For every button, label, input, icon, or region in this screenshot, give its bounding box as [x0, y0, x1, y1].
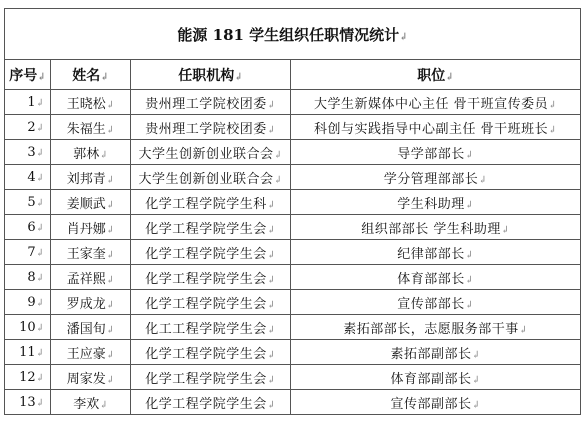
cell-index: 8↲ — [5, 265, 51, 290]
table-row — [5, 140, 581, 165]
cell-name: 王应豪↲ — [51, 340, 131, 365]
cell-organization: 化学工程学院学生会↲ — [131, 215, 291, 240]
cell-position: 组织部部长 学生科助理↲ — [291, 215, 581, 240]
cell-organization: 化学工程学院学生科↲ — [131, 190, 291, 215]
cell-name: 王晓松↲ — [51, 90, 131, 115]
cell-index: 4↲ — [5, 165, 51, 190]
cell-organization: 化学工程学院学生会↲ — [131, 390, 291, 415]
table-row — [5, 115, 581, 140]
title-row — [5, 9, 581, 60]
cell-name: 周家发↲ — [51, 365, 131, 390]
statistics-table — [4, 8, 581, 415]
table-row — [5, 365, 581, 390]
cell-index: 3↲ — [5, 140, 51, 165]
cell-organization: 化学工程学院学生会↲ — [131, 290, 291, 315]
cell-index: 11↲ — [5, 340, 51, 365]
table-title: 能源 181 学生组织任职情况统计↲ — [5, 9, 581, 60]
cell-name: 郭林↲ — [51, 140, 131, 165]
cell-organization: 化学工程学院学生会↲ — [131, 340, 291, 365]
cell-index: 2↲ — [5, 115, 51, 140]
cell-organization: 化学工程学院学生会↲ — [131, 265, 291, 290]
cell-name: 肖丹娜↲ — [51, 215, 131, 240]
cell-name: 罗成龙↲ — [51, 290, 131, 315]
cell-position: 素拓部部长，志愿服务部干事↲ — [291, 315, 581, 340]
cell-index: 1↲ — [5, 90, 51, 115]
cell-organization: 贵州理工学院校团委↲ — [131, 90, 291, 115]
cell-position: 科创与实践指导中心副主任 骨干班班长↲ — [291, 115, 581, 140]
cell-organization: 贵州理工学院校团委↲ — [131, 115, 291, 140]
col-header-organization: 任职机构↲ — [131, 60, 291, 90]
cell-index: 5↲ — [5, 190, 51, 215]
col-header-position: 职位↲ — [291, 60, 581, 90]
cell-name: 朱福生↲ — [51, 115, 131, 140]
cell-organization: 化工工程学院学生会↲ — [131, 315, 291, 340]
cell-organization: 化学工程学院学生会↲ — [131, 365, 291, 390]
cell-index: 6↲ — [5, 215, 51, 240]
table-row — [5, 340, 581, 365]
cell-position: 体育部部长↲ — [291, 265, 581, 290]
cell-name: 孟祥熙↲ — [51, 265, 131, 290]
cell-index: 13↲ — [5, 390, 51, 415]
header-row — [5, 60, 581, 90]
cell-name: 王家奎↲ — [51, 240, 131, 265]
cell-position: 纪律部部长↲ — [291, 240, 581, 265]
table-row — [5, 290, 581, 315]
cell-index: 10↲ — [5, 315, 51, 340]
table-row — [5, 90, 581, 115]
cell-name: 潘国旬↲ — [51, 315, 131, 340]
cell-organization: 大学生创新创业联合会↲ — [131, 165, 291, 190]
cell-index: 12↲ — [5, 365, 51, 390]
cell-position: 学分管理部部长↲ — [291, 165, 581, 190]
cell-name: 刘邦青↲ — [51, 165, 131, 190]
cell-position: 学生科助理↲ — [291, 190, 581, 215]
table-row — [5, 240, 581, 265]
cell-position: 素拓部副部长↲ — [291, 340, 581, 365]
table-row — [5, 390, 581, 415]
col-header-name: 姓名↲ — [51, 60, 131, 90]
cell-name: 姜顺武↲ — [51, 190, 131, 215]
cell-position: 体育部副部长↲ — [291, 365, 581, 390]
cell-position: 宣传部副部长↲ — [291, 390, 581, 415]
col-header-index: 序号↲ — [5, 60, 51, 90]
table-row — [5, 165, 581, 190]
cell-organization: 大学生创新创业联合会↲ — [131, 140, 291, 165]
table-row — [5, 190, 581, 215]
table-row — [5, 265, 581, 290]
cell-name: 李欢↲ — [51, 390, 131, 415]
cell-position: 导学部部长↲ — [291, 140, 581, 165]
cell-index: 7↲ — [5, 240, 51, 265]
table-row — [5, 315, 581, 340]
cell-index: 9↲ — [5, 290, 51, 315]
cell-position: 大学生新媒体中心主任 骨干班宣传委员↲ — [291, 90, 581, 115]
cell-organization: 化学工程学院学生会↲ — [131, 240, 291, 265]
cell-position: 宣传部部长↲ — [291, 290, 581, 315]
table-row — [5, 215, 581, 240]
